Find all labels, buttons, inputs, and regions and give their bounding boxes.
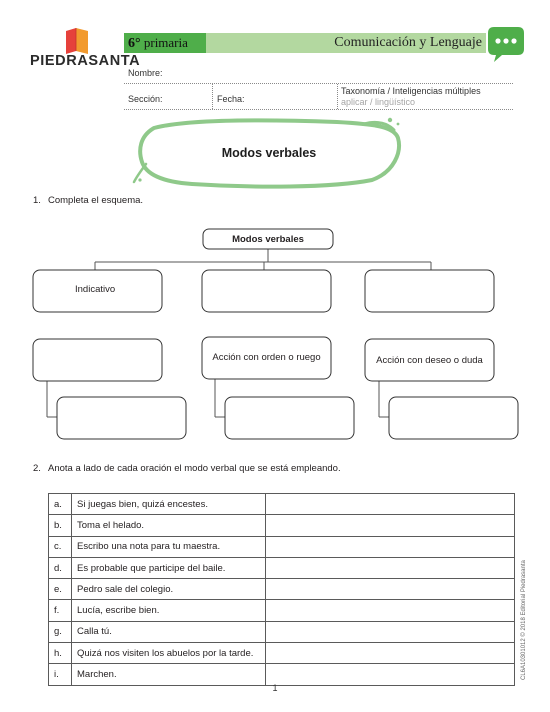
question-2-text: Anota a lado de cada oración el modo verbal que se está empleando. bbox=[48, 463, 341, 474]
taxonomia-values: aplicar / lingüístico bbox=[341, 97, 416, 107]
table-row bbox=[49, 600, 515, 621]
row-sentence: Si juegas bien, quizá encestes. bbox=[72, 494, 266, 515]
answer-cell[interactable] bbox=[266, 643, 515, 664]
table-row bbox=[49, 536, 515, 557]
row-letter: f. bbox=[49, 600, 72, 621]
question-1-number: 1. bbox=[33, 195, 41, 206]
mode-3-label[interactable] bbox=[365, 270, 494, 312]
subject-title: Comunicación y Lenguaje bbox=[334, 35, 482, 50]
question-1-text: Completa el esquema. bbox=[48, 195, 144, 206]
meaning-3-label[interactable]: Acción con deseo o duda bbox=[376, 354, 483, 366]
question-2-number: 2. bbox=[33, 463, 41, 474]
example-1-label[interactable] bbox=[57, 397, 186, 439]
row-sentence: Pedro sale del colegio. bbox=[72, 579, 266, 600]
answer-cell[interactable] bbox=[266, 557, 515, 578]
row-letter: h. bbox=[49, 643, 72, 664]
sentences-table bbox=[48, 493, 515, 686]
row-sentence: Calla tú. bbox=[72, 621, 266, 642]
table-row bbox=[49, 494, 515, 515]
row-letter: a. bbox=[49, 494, 72, 515]
table-row bbox=[49, 515, 515, 536]
answer-cell[interactable] bbox=[266, 579, 515, 600]
taxonomia-label: Taxonomía / Inteligencias múltiples bbox=[341, 86, 481, 96]
table-row bbox=[49, 579, 515, 600]
row-letter: c. bbox=[49, 536, 72, 557]
example-2-label[interactable] bbox=[225, 397, 354, 439]
row-letter: i. bbox=[49, 664, 72, 685]
meaning-1-label[interactable] bbox=[33, 339, 162, 381]
table-row bbox=[49, 664, 515, 685]
brand-logo-text: PIEDRASANTA bbox=[30, 53, 141, 69]
row-sentence: Marchen. bbox=[72, 664, 266, 685]
grade-number: 6° bbox=[128, 36, 141, 51]
table-row bbox=[49, 557, 515, 578]
answer-cell[interactable] bbox=[266, 621, 515, 642]
answer-cell[interactable] bbox=[266, 536, 515, 557]
table-row bbox=[49, 643, 515, 664]
row-sentence: Es probable que participe del baile. bbox=[72, 557, 266, 578]
side-copyright: CL6A10301012 © 2018 Editorial Piedrasanta bbox=[521, 560, 527, 680]
page-number: 1 bbox=[272, 683, 278, 693]
schema-root-label: Modos verbales bbox=[232, 233, 304, 245]
row-letter: g. bbox=[49, 621, 72, 642]
page-title: Modos verbales bbox=[221, 146, 317, 160]
row-sentence: Escribo una nota para tu maestra. bbox=[72, 536, 266, 557]
row-sentence: Toma el helado. bbox=[72, 515, 266, 536]
grade-label: primaria bbox=[143, 35, 188, 50]
seccion-label: Sección: bbox=[128, 94, 163, 104]
meaning-2-label[interactable]: Acción con orden o ruego bbox=[212, 351, 321, 363]
row-letter: d. bbox=[49, 557, 72, 578]
table-row bbox=[49, 621, 515, 642]
answer-cell[interactable] bbox=[266, 664, 515, 685]
answer-cell[interactable] bbox=[266, 515, 515, 536]
row-sentence: Quizá nos visiten los abuelos por la tarde. bbox=[72, 643, 266, 664]
example-3-label[interactable] bbox=[389, 397, 518, 439]
mode-1-label[interactable]: Indicativo bbox=[75, 283, 116, 295]
answer-cell[interactable] bbox=[266, 600, 515, 621]
row-sentence: Lucía, escribe bien. bbox=[72, 600, 266, 621]
row-letter: e. bbox=[49, 579, 72, 600]
mode-2-label[interactable] bbox=[202, 270, 331, 312]
fecha-label: Fecha: bbox=[217, 94, 245, 104]
row-letter: b. bbox=[49, 515, 72, 536]
nombre-label: Nombre: bbox=[128, 68, 163, 78]
answer-cell[interactable] bbox=[266, 494, 515, 515]
